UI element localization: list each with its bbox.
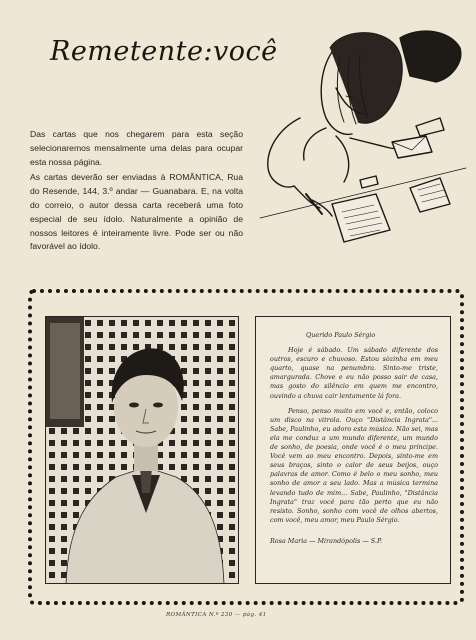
letter-box bbox=[255, 316, 451, 584]
intro-paragraph: Das cartas que nos chegarem para esta seção selecionaremos mensalmente uma delas para ocupar esta nossa página. bbox=[30, 129, 243, 167]
girl-writing-illustration bbox=[240, 18, 472, 250]
page-title: Remetente:você bbox=[50, 36, 278, 67]
letter-paragraph: Hoje é sábado. Um sábado diferente dos outros, escuro e chuvoso. Estou sòzinha em meu quarto, quase na penumbra. Sinto-me triste, amargurada. Chove e eu não posso sair de casa, mas gosto do silêncio em quem me encontro, ouvindo a chuva cair lentamente lá fora. bbox=[270, 346, 438, 400]
letter-greeting: Querido Paulo Sérgio bbox=[306, 331, 376, 339]
intro-paragraph: As cartas deverão ser enviadas à ROMÂNTICA, Rua do Resende, 144, 3.º andar — Guanabara. E, na volta do correio, o autor dessa carta receberá uma foto especial de seu ídolo. Naturalmente a opinião de nossos leitores é inteiramente livre. Pode ser ou não favorável ao ídolo. bbox=[30, 172, 243, 252]
letter-signature: Rosa Maria — Mirandópolis — S.P. bbox=[270, 536, 382, 545]
intro-text bbox=[30, 128, 243, 256]
page-footer: ROMÂNTICA N.º 230 — pág. 41 bbox=[166, 612, 267, 618]
idol-photo bbox=[45, 316, 239, 584]
letter-paragraph: Penso, penso muito em você e, então, coloco um disco na vitrola. Ouço "Distância Ingrata"... Sabe, Paulinho, eu adoro esta música. Não sei, mas ela me conduz a um mundo diferente, um mundo de sonho, de poesia, onde você é o meu príncipe. Você vem ao meu encontro. Depois, sinto-me em seus braços, sinto o calor de seus beijos, ouço palavras de amor. Como é belo o meu sonho, meu sonho de amor a seu lado. Mas a música termina levando tudo de mim... Sabe, Paulinho, "Distância Ingrata" traz você para tão perto que eu não resisto. Sonho, sonho com você de olhos abertos, com você, meu amor, meu Paulo Sérgio. bbox=[270, 406, 438, 524]
